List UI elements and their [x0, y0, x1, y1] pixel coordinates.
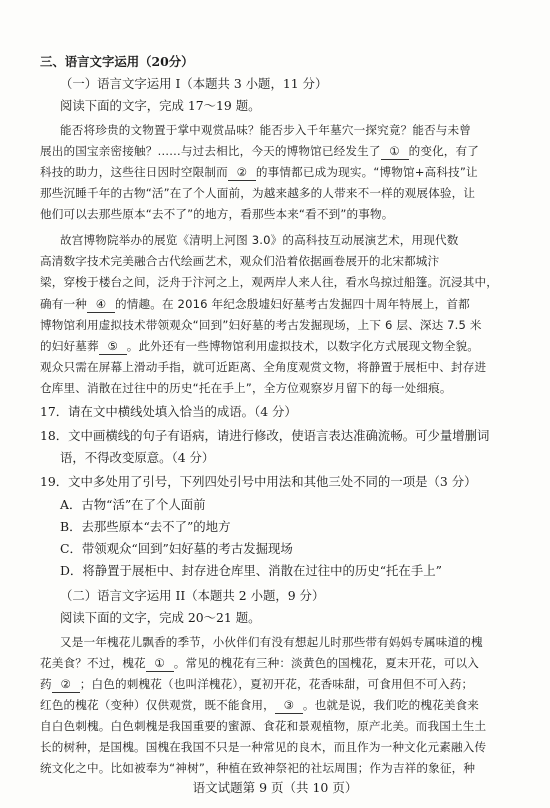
- question-19: 19．文中多处用了引号，下列四处引号中用法和其他三处不同的一项是（3 分）: [40, 474, 477, 489]
- question-17: 17．请在文中横线处填入恰当的成语。（4 分）: [40, 404, 297, 419]
- passage1-text: 的情趣。在 2016 年纪念殷墟妇好墓考古发掘四十周年特展上，首都: [114, 297, 470, 311]
- passage1-line-5: 他们可以去那些原本“去不了”的地方，看那些本来“看不到”的事物。: [40, 207, 394, 221]
- passage1-line-12: 观众只需在屏幕上滑动手指，就可近距离、全角度观赏文物，将静置于展柜中、封存进: [40, 360, 487, 374]
- passage1-line-6: 故宫博物院举办的展览《清明上河图 3.0》的高科技互动展演艺术，用现代数: [60, 233, 459, 247]
- part2-heading: （二）语言文字运用 II（本题共 2 小题，9 分）: [60, 588, 325, 603]
- option-d: D．将静置于展柜中、封存进仓库里、消散在过往中的历史“托在手上”: [60, 563, 442, 578]
- page-footer: 语文试题第 9 页（共 10 页）: [192, 780, 358, 795]
- passage1-text: 展出的国宝亲密接触？……与过去相比，今天的博物馆已经发生了: [40, 144, 381, 158]
- blank-1: ①: [146, 655, 174, 672]
- passage1-line-13: 仓库里、消散在过往中的历史“托在手上”，全方位观察岁月留下的每一处细痕。: [40, 381, 452, 395]
- blank-2: ②: [52, 676, 80, 693]
- part1-instruction: 阅读下面的文字，完成 17～19 题。: [60, 98, 261, 113]
- question-18-cont: 语，不得改变原意。（4 分）: [60, 450, 215, 465]
- blank-2: ②: [228, 164, 256, 181]
- passage1-text: 的妇好墓葬: [40, 339, 99, 353]
- passage1-text: 科技的助力，这些往日因时空限制而: [40, 165, 228, 179]
- blank-4: ④: [87, 296, 115, 313]
- passage1-line-3: [40, 164, 478, 181]
- passage1-text: 确有一种: [40, 297, 87, 311]
- passage2-text: 。常见的槐花有三种：淡黄色的国槐花，夏末开花，可以入: [173, 656, 480, 670]
- part1-heading: （一）语言文字运用 I（本题共 3 小题，11 分）: [60, 76, 328, 91]
- option-b: B．去那些原本“去不了”的地方: [60, 519, 231, 534]
- passage1-line-9: [40, 296, 470, 313]
- blank-3: ③: [275, 697, 303, 714]
- passage2-line-3: [40, 676, 473, 693]
- passage1-line-11: [40, 338, 479, 355]
- passage1-line-4: 那些沉睡千年的古物“活”在了个人面前，为越来越多的人带来不一样的观展体验，让: [40, 186, 476, 200]
- passage2-line-6: 长的树种，是国槐。国槐在我国不只是一种常见的良木，而且作为一种文化元素融入传: [40, 740, 487, 754]
- passage2-text: 红色的槐花（变种）仅供观赏，既不能食用，: [40, 698, 275, 712]
- passage2-line-4: [40, 697, 479, 714]
- passage2-text: 药: [40, 677, 52, 691]
- passage1-text: 的变化，有了: [408, 144, 480, 158]
- passage2-text: 花美食？不过，槐花: [40, 656, 146, 670]
- passage2-line-1: 又是一年槐花儿飘香的季节，小伙伴们有没有想起儿时那些带有妈妈专属味道的槐: [60, 635, 483, 649]
- option-a: A．古物“活”在了个人面前: [60, 497, 206, 512]
- passage1-text: 的事情都已成为现实。“博物馆+高科技”让: [255, 165, 478, 179]
- passage1-line-8: 梁，穿梭于楼台之间，泛舟于汴河之上，观两岸人来人往，看水鸟掠过船篷。沉浸其中，: [40, 275, 499, 289]
- blank-1: ①: [381, 143, 409, 160]
- passage1-line-2: [40, 143, 479, 160]
- option-c: C．带领观众“回到”妇好墓的考古发掘现场: [60, 541, 293, 556]
- passage1-text: 。此外还有一些博物馆利用虚拟技术，以数字化方式展现文物全貌。: [126, 339, 480, 353]
- question-18: 18．文中画横线的句子有语病，请进行修改，使语言表达准确流畅。可少量增删词: [40, 428, 490, 443]
- passage2-text: 。也就是说，我们吃的槐花美食来: [302, 698, 480, 712]
- passage2-text: ；白色的刺槐花（也叫洋槐花），夏初开花，花香味甜，可食用但不可入药；: [79, 677, 474, 691]
- part2-instruction: 阅读下面的文字，完成 20～21 题。: [60, 610, 261, 625]
- passage2-line-2: [40, 655, 479, 672]
- passage1-line-1: 能否将珍贵的文物置于掌中观赏品味？能否步入千年墓穴一探究竟？能否与未曾: [60, 123, 472, 137]
- passage1-line-10: 博物馆利用虚拟技术带领观众“回到”妇好墓的考古发掘现场，上下 6 层、深达 7.5 米: [40, 318, 482, 332]
- passage1-line-7: 高清数字技术完美融合古代绘画艺术，观众们沿着依据画卷展开的北宋都城汴: [40, 254, 440, 268]
- section-heading: 三、语言文字运用（20分）: [40, 54, 194, 69]
- blank-5: ⑤: [99, 338, 127, 355]
- passage2-line-7: 统文化之中。比如被奉为“神树”，种植在致神祭祀的社坛周围；作为吉祥的象征，种: [40, 761, 476, 775]
- passage2-line-5: 自白色刺槐。白色刺槐是我国重要的蜜源、食花和景观植物，原产北美。而我国土生土: [40, 719, 487, 733]
